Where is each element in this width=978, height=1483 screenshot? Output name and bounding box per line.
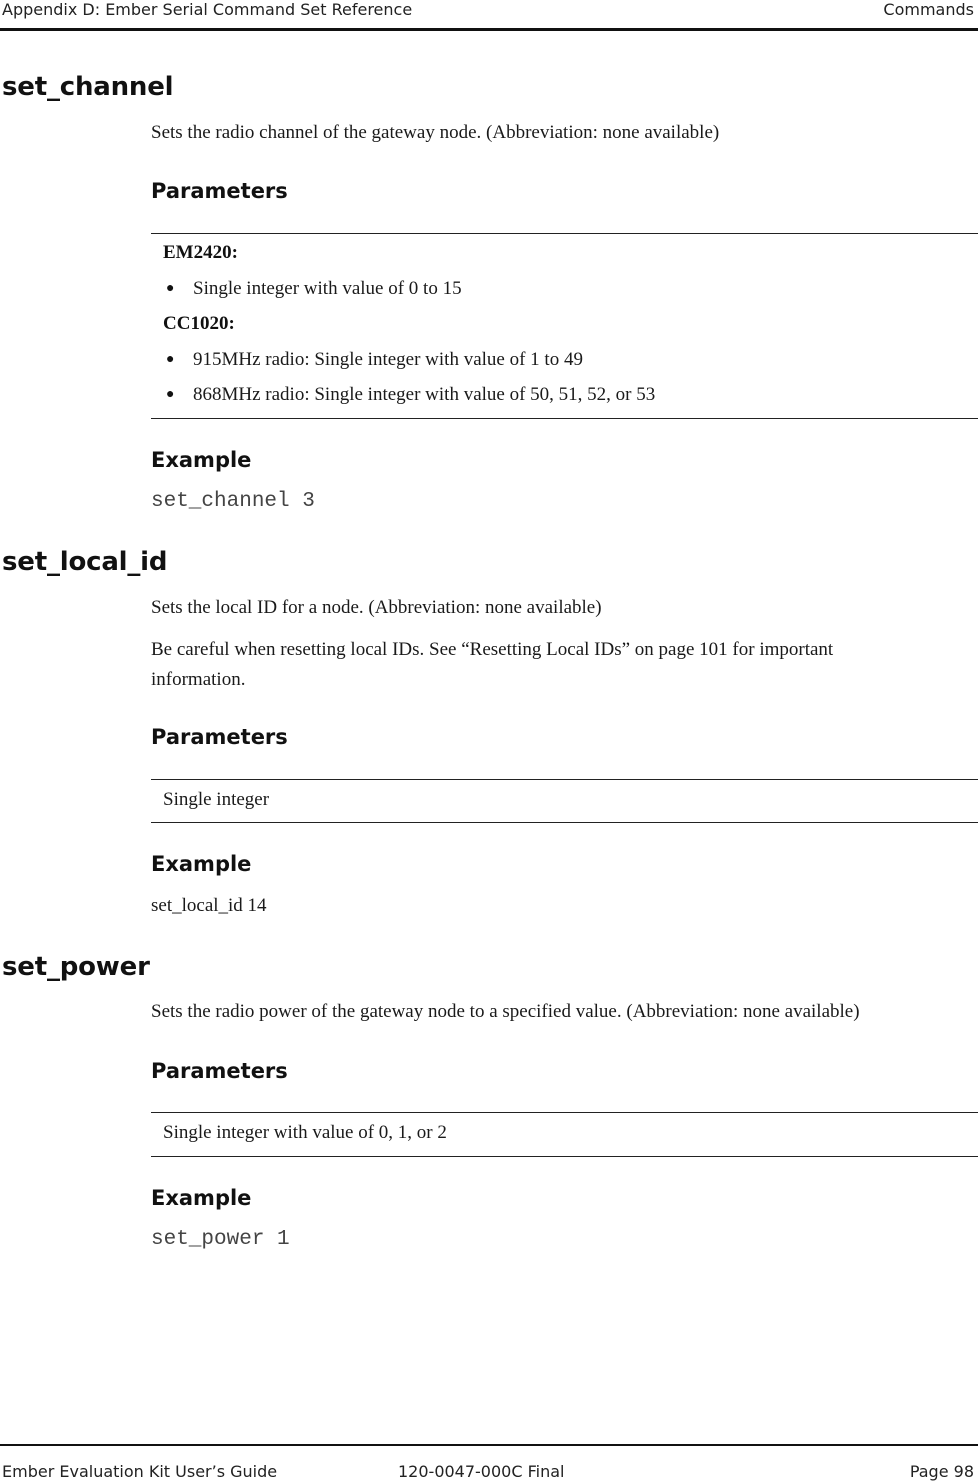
parameters-table-bottom-rule [151,418,978,419]
set-channel-parameters-heading: Parameters [151,179,288,203]
section-title-set-power: set_power [2,952,150,982]
footer-document-title: Ember Evaluation Kit User’s Guide [2,1462,278,1481]
em2420-label: EM2420: [163,242,238,263]
set-channel-example-code: set_channel 3 [151,490,315,513]
set-local-id-parameters-heading: Parameters [151,725,288,749]
section-title-set-channel: set_channel [2,72,174,102]
cc1020-label: CC1020: [163,313,235,334]
set-power-description: Sets the radio power of the gateway node to a specified value. (Abbreviation: none available) [151,1001,860,1022]
parameters-table-top-rule [151,779,978,780]
footer-document-number: 120-0047-000C Final [398,1462,565,1481]
set-power-parameters-heading: Parameters [151,1059,288,1083]
em2420-item: Single integer with value of 0 to 15 [193,278,462,299]
bullet-icon: ● [166,387,175,402]
cc1020-item-868: 868MHz radio: Single integer with value of 50, 51, 52, or 53 [193,384,656,405]
running-header-title: Appendix D: Ember Serial Command Set Reference [2,0,413,19]
parameters-table-bottom-rule [151,822,978,823]
set-channel-example-heading: Example [151,448,252,472]
footer-divider [0,1444,978,1446]
section-title-set-local-id: set_local_id [2,547,168,577]
parameters-table-bottom-rule [151,1156,978,1157]
parameters-table-top-rule [151,1112,978,1113]
footer-page-number: Page 98 [909,1462,974,1481]
set-local-id-description: Sets the local ID for a node. (Abbreviation: none available) [151,597,602,618]
set-channel-description: Sets the radio channel of the gateway node. (Abbreviation: none available) [151,122,720,143]
set-local-id-parameter-value: Single integer [163,789,270,810]
running-header-section: Commands [883,0,974,19]
set-local-id-example-code: set_local_id 14 [151,895,267,916]
set-power-example-heading: Example [151,1186,252,1210]
set-power-parameter-value: Single integer with value of 0, 1, or 2 [163,1122,447,1143]
parameters-table-top-rule [151,233,978,234]
bullet-icon: ● [166,352,175,367]
header-divider [0,28,978,31]
bullet-icon: ● [166,281,175,296]
set-power-example-code: set_power 1 [151,1228,290,1251]
cc1020-item-915: 915MHz radio: Single integer with value of 1 to 49 [193,349,583,370]
set-local-id-note-line2: information. [151,669,246,690]
set-local-id-example-heading: Example [151,852,252,876]
set-local-id-note-line1: Be careful when resetting local IDs. See “Resetting Local IDs” on page 101 for important [151,639,834,660]
